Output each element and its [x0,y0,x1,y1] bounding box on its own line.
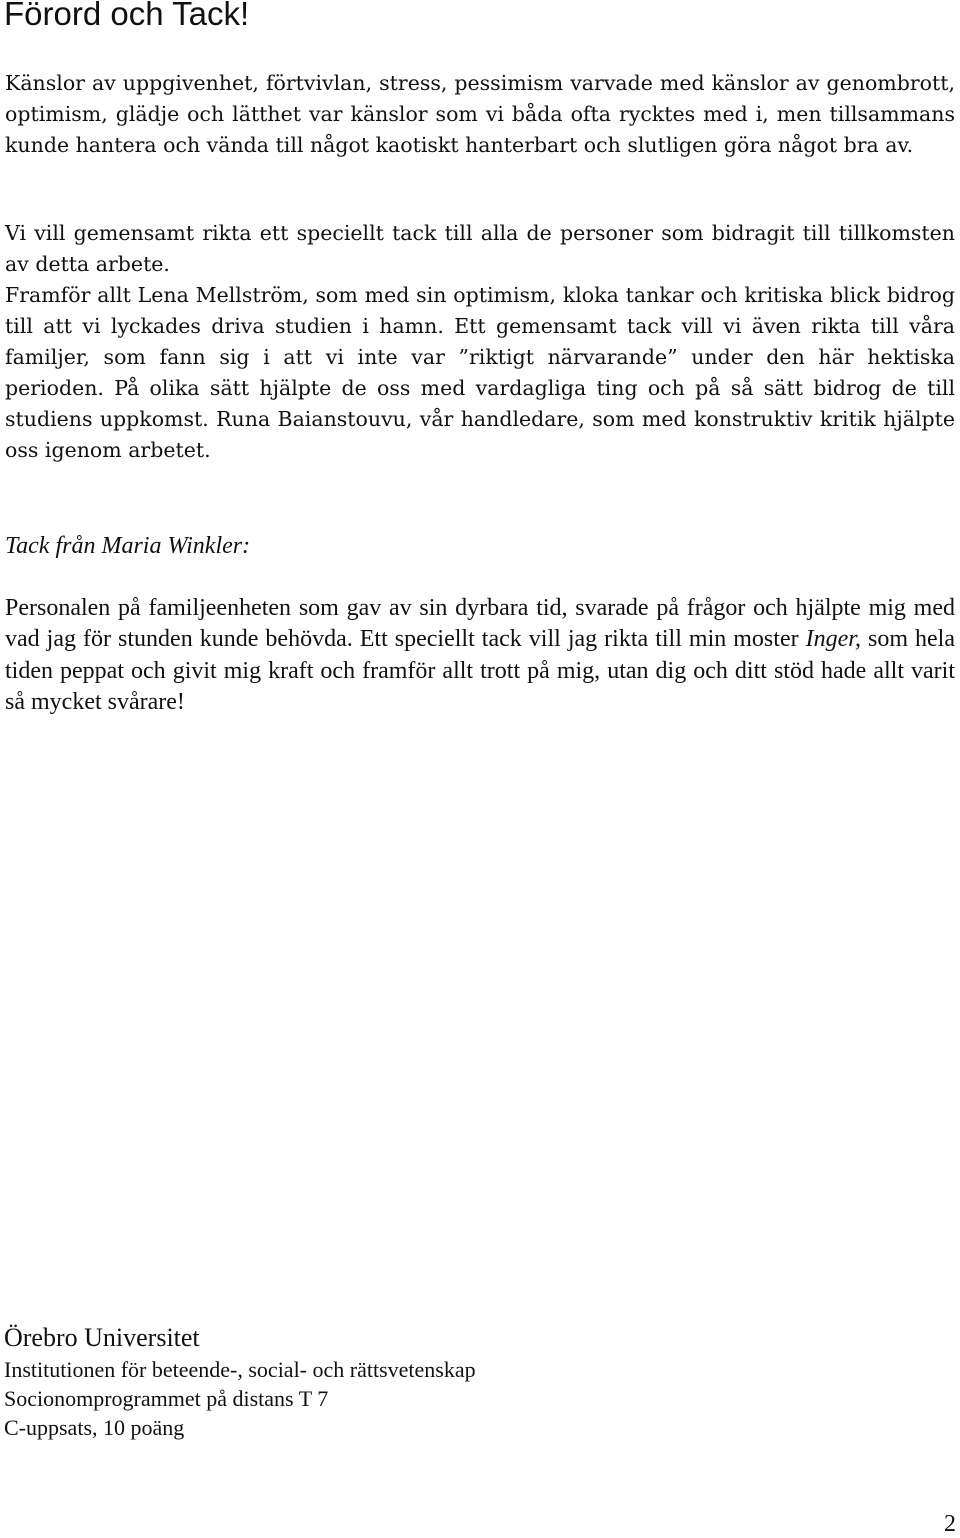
paragraph-maria-thanks [5,593,955,718]
page-number: 2 [944,1511,956,1537]
footer-department: Institutionen för beteende-, social- och rättsvetenskap [4,1357,476,1382]
maria-thanks-heading: Tack från Maria Winkler: [5,533,251,559]
footer-program: Socionomprogrammet på distans T 7 [4,1386,329,1411]
footer-thesis: C-uppsats, 10 poäng [4,1415,185,1440]
paragraph-feelings: Känslor av uppgivenhet, förtvivlan, stress, pessimism varvade med känslor av genombrott, optimism, glädje och lätthet var känslor som vi båda ofta rycktes med i, men tillsammans kunde hantera och vända till något kaotiskt hanterbart och slutligen göra något bra av. [5,71,955,157]
maria-thanks-text-start: Personalen på familjeenheten som gav av sin dyrbara tid, svarade på frågor och hjälpte mig med vad jag för stunden kunde behövda. Ett speciellt tack vill jag rikta till min moster [5,595,955,653]
footer-university: Örebro Universitet [4,1323,200,1352]
maria-thanks-text-end: som hela tiden peppat och givit mig kraft och framför allt trott på mig, utan dig och ditt stöd hade allt varit så mycket svårare! [5,626,955,715]
page-title: Förord och Tack! [4,0,250,32]
maria-thanks-name: Inger, [805,626,861,653]
paragraph-joint-thanks: Vi vill gemensamt rikta ett speciellt tack till alla de personer som bidragit till tillkomsten av detta arbete. [5,221,955,276]
paragraph-thanks-details: Framför allt Lena Mellström, som med sin optimism, kloka tankar och kritiska blick bidrog till att vi lyckades driva studien i hamn. Ett gemensamt tack vill vi även rikta till våra familjer, som fann sig i att vi inte var ”riktigt närvarande” under den här hektiska perioden. På olika sätt hjälpte de oss med vardagliga ting och på så sätt bidrog de till studiens uppkomst. Runa Baianstouvu, vår handledare, som med konstruktiv kritik hjälpte oss igenom arbetet. [5,283,955,462]
